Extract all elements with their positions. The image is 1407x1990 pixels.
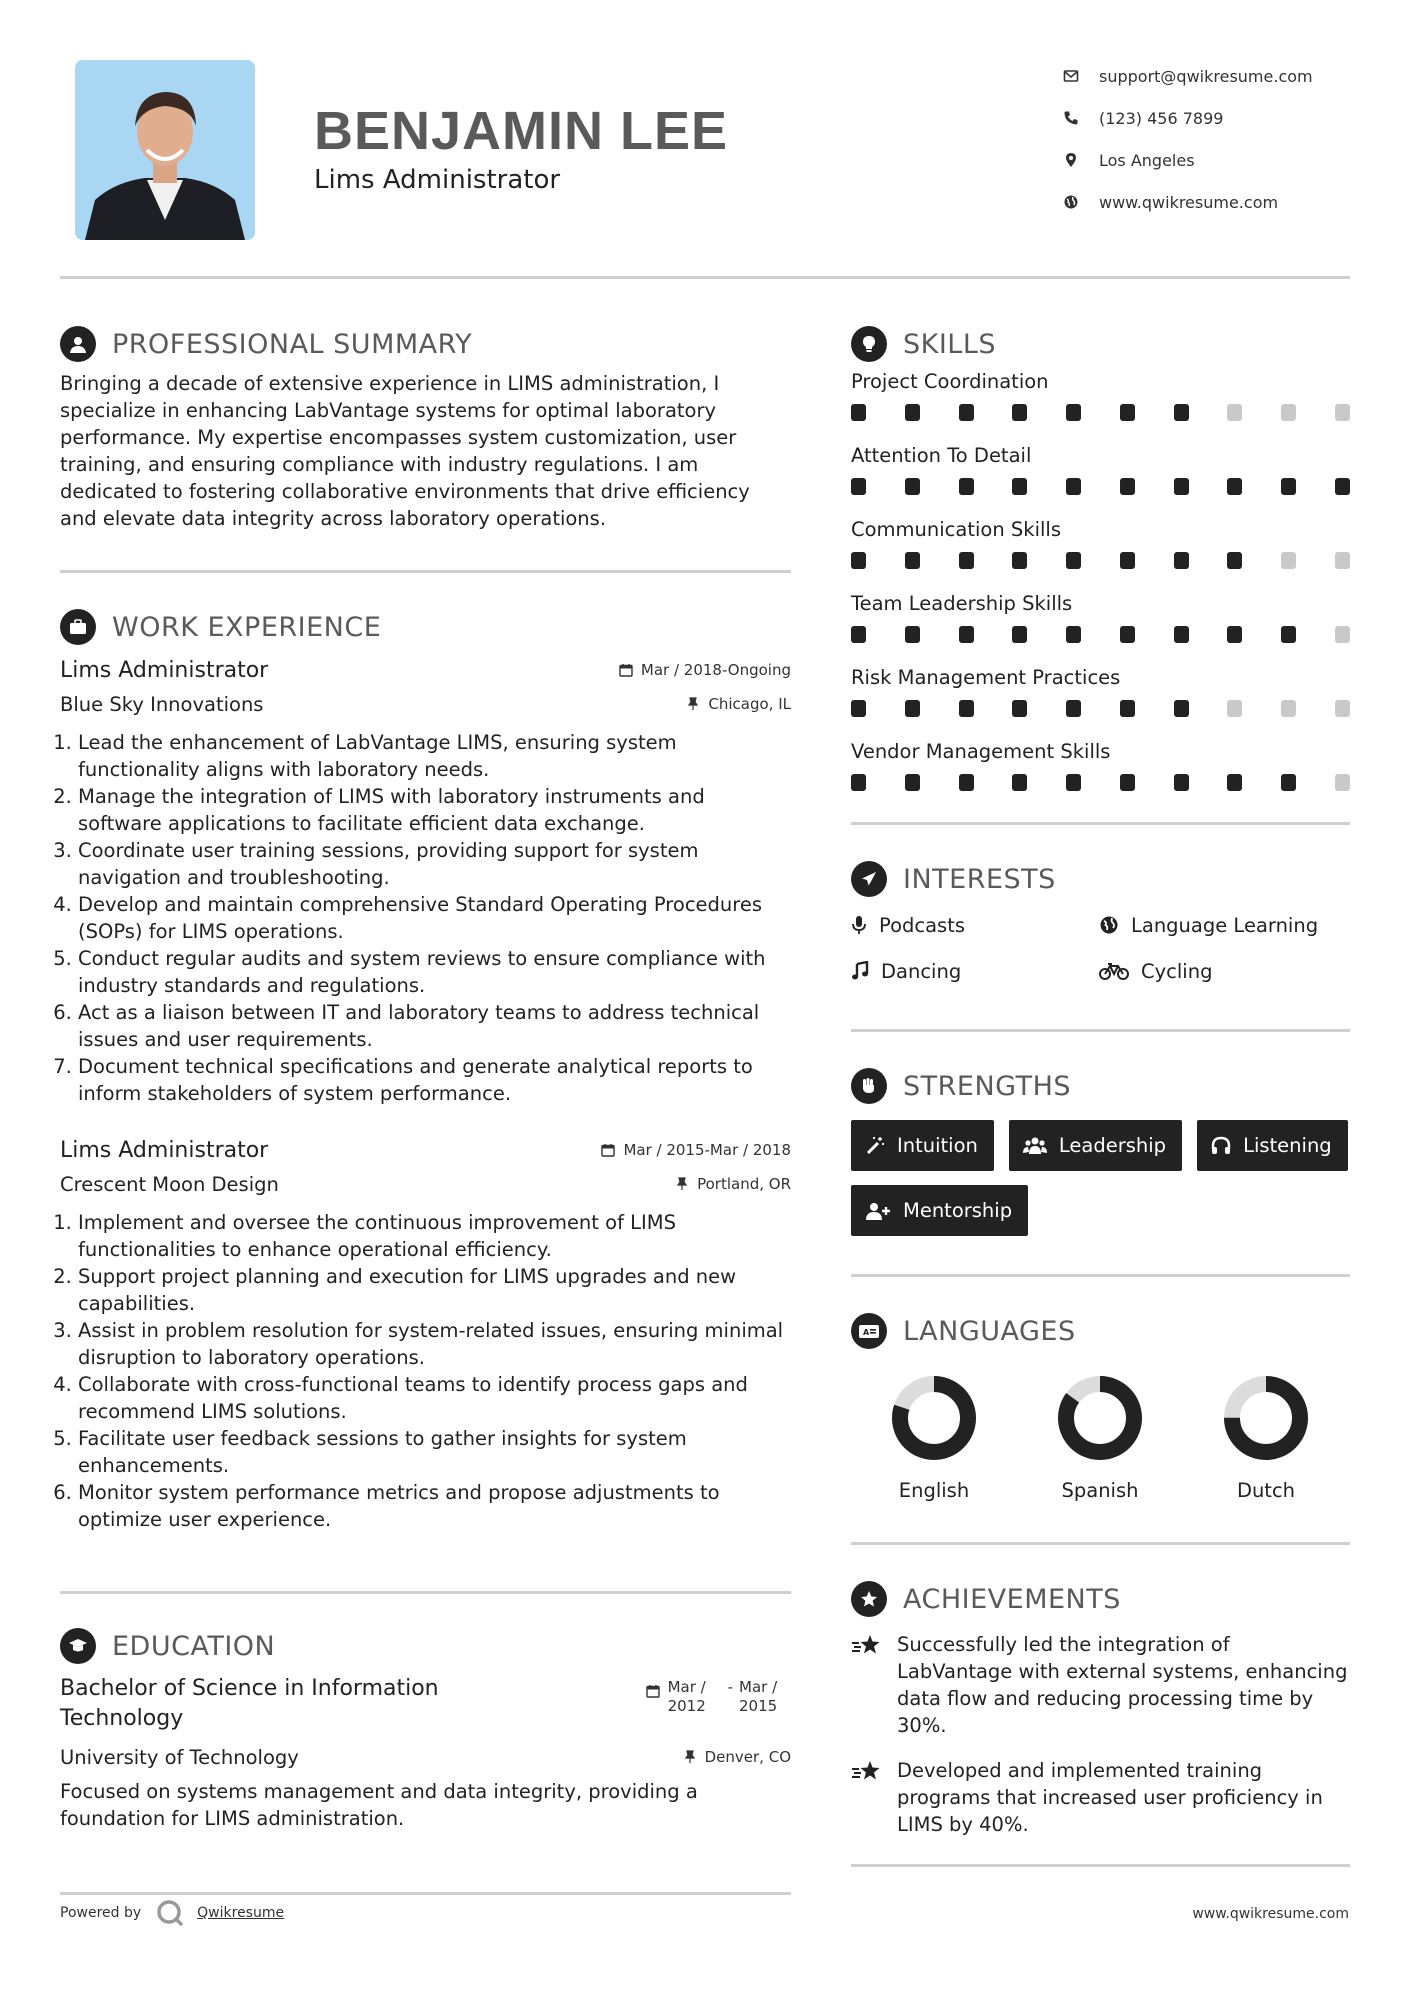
skill-item — [851, 444, 1350, 518]
section-divider — [851, 822, 1350, 825]
user-icon — [60, 326, 96, 362]
rating-dot-filled — [1120, 478, 1135, 495]
skill-name: Vendor Management Skills — [851, 740, 1111, 763]
users-icon — [1023, 1136, 1047, 1156]
school-location — [683, 1748, 791, 1766]
rating-dot-empty — [1227, 404, 1242, 421]
pushpin-icon — [675, 1177, 689, 1191]
svg-text:A: A — [863, 1328, 870, 1337]
rating-dot-filled — [1012, 774, 1027, 791]
skills-list — [851, 370, 1350, 814]
rating-dot-filled — [1281, 774, 1296, 791]
rating-dot-filled — [1120, 626, 1135, 643]
job-bullet: 1. Lead the enhancement of LabVantage LIMS, ensuring system functionality aligns with laboratory needs. — [78, 729, 791, 783]
job-bullet: 5. Conduct regular audits and system reviews to ensure compliance with industry standards and regulations. — [78, 945, 791, 999]
contact-website[interactable] — [1063, 181, 1313, 223]
language-ring — [891, 1375, 977, 1461]
job-company: Blue Sky Innovations — [60, 692, 264, 716]
job-date — [619, 661, 791, 679]
rating-dot-filled — [1012, 404, 1027, 421]
rating-dot-filled — [1012, 700, 1027, 717]
rating-dot-filled — [905, 478, 920, 495]
section-divider — [851, 1542, 1350, 1545]
strength-chip — [1009, 1120, 1182, 1171]
work-title: WORK EXPERIENCE — [112, 611, 382, 643]
skill-rating — [851, 398, 1350, 444]
skill-rating — [851, 546, 1350, 592]
skill-item — [851, 592, 1350, 666]
rating-dot-filled — [1174, 552, 1189, 569]
pushpin-icon — [686, 697, 700, 711]
rating-dot-filled — [1174, 700, 1189, 717]
contact-email[interactable] — [1063, 55, 1313, 97]
globe-icon — [1099, 915, 1119, 935]
skill-name: Risk Management Practices — [851, 666, 1121, 689]
rating-dot-filled — [851, 626, 866, 643]
education-dates — [646, 1678, 791, 1734]
job-bullet: 4. Develop and maintain comprehensive Standard Operating Procedures (SOPs) for LIMS operations. — [78, 891, 791, 945]
languages-heading — [851, 1307, 1350, 1355]
rating-dot-filled — [959, 552, 974, 569]
shooting-star-icon — [851, 1759, 883, 1785]
rating-dot-empty — [1281, 552, 1296, 569]
rating-dot-filled — [1066, 626, 1081, 643]
interest-item — [1099, 911, 1349, 939]
rating-dot-filled — [1174, 478, 1189, 495]
rating-dot-filled — [1281, 478, 1296, 495]
paper-plane-icon — [851, 861, 887, 897]
language-name: Spanish — [1061, 1479, 1139, 1502]
rating-dot-filled — [1012, 552, 1027, 569]
rating-dot-filled — [851, 404, 866, 421]
rating-dot-filled — [851, 774, 866, 791]
rating-dot-filled — [959, 700, 974, 717]
phone-text: (123) 456 7899 — [1099, 108, 1224, 128]
section-divider — [851, 1274, 1350, 1277]
rating-dot-filled — [1066, 404, 1081, 421]
skill-name: Attention To Detail — [851, 444, 1032, 467]
rating-dot-filled — [905, 700, 920, 717]
job-company: Crescent Moon Design — [60, 1172, 279, 1196]
achievements-list — [851, 1631, 1350, 1838]
job-location-text: Chicago, IL — [708, 695, 791, 713]
powered-by — [60, 1898, 284, 1928]
microphone-icon — [851, 915, 867, 935]
skill-rating — [851, 694, 1350, 740]
skill-item — [851, 740, 1350, 814]
rating-dot-filled — [1066, 700, 1081, 717]
calendar-icon — [646, 1684, 660, 1698]
rating-dot-filled — [905, 404, 920, 421]
rating-dot-filled — [1227, 626, 1242, 643]
rating-dot-filled — [959, 626, 974, 643]
job-date-text: Mar / 2018-Ongoing — [640, 661, 791, 679]
globe-icon — [1063, 194, 1079, 210]
skill-item — [851, 370, 1350, 444]
skill-rating — [851, 472, 1350, 518]
job-date-text: Mar / 2015-Mar / 2018 — [623, 1141, 791, 1159]
language-name: English — [898, 1479, 970, 1502]
work-heading — [60, 603, 791, 651]
calendar-icon — [601, 1143, 615, 1157]
job-date — [601, 1141, 791, 1159]
section-divider — [60, 570, 791, 573]
rating-dot-filled — [905, 552, 920, 569]
envelope-icon — [1063, 68, 1079, 84]
email-text: support@qwikresume.com — [1099, 66, 1313, 86]
job-bullets — [78, 1209, 791, 1533]
rating-dot-filled — [1227, 774, 1242, 791]
achievement-text: Successfully led the integration of LabVantage with external systems, enhancing data flow and reducing processing time by 30%. — [897, 1633, 1348, 1737]
job-bullets — [78, 729, 791, 1107]
language-ring — [1223, 1375, 1309, 1461]
lightbulb-icon — [851, 326, 887, 362]
headphones-icon — [1211, 1136, 1231, 1156]
rating-dot-filled — [905, 774, 920, 791]
job-location — [675, 1175, 791, 1193]
strengths-list — [851, 1110, 1350, 1236]
contact-location — [1063, 139, 1313, 181]
school-name: University of Technology — [60, 1745, 299, 1769]
powered-by-text: Powered by — [60, 1905, 142, 1921]
job-bullet: 7. Document technical specifications and generate analytical reports to inform stakeholders of system performance. — [78, 1053, 791, 1107]
rating-dot-filled — [1066, 478, 1081, 495]
summary-heading — [60, 320, 791, 368]
job-location-text: Portland, OR — [697, 1175, 791, 1193]
calendar-icon — [619, 663, 633, 677]
achievement-item — [851, 1631, 1350, 1739]
rating-dot-filled — [959, 404, 974, 421]
language-ring — [1057, 1375, 1143, 1461]
education-entry — [60, 1674, 791, 1734]
map-pin-icon — [1063, 152, 1079, 168]
profile-photo — [75, 60, 255, 240]
rating-dot-filled — [1227, 552, 1242, 569]
footer-website[interactable]: www.qwikresume.com — [1192, 1906, 1349, 1922]
rating-dot-empty — [1335, 774, 1350, 791]
skill-name: Communication Skills — [851, 518, 1061, 541]
rating-dot-filled — [1066, 552, 1081, 569]
rating-dot-filled — [1335, 478, 1350, 495]
graduation-cap-icon — [60, 1628, 96, 1664]
achievements-heading — [851, 1575, 1350, 1623]
rating-dot-filled — [851, 552, 866, 569]
rating-dot-filled — [959, 774, 974, 791]
strengths-title: STRENGTHS — [903, 1070, 1072, 1102]
interest-label: Podcasts — [879, 913, 966, 937]
achievements-title: ACHIEVEMENTS — [903, 1583, 1121, 1615]
interest-item — [851, 911, 1099, 939]
star-badge-icon — [851, 1581, 887, 1617]
job-bullet: 4. Collaborate with cross-functional teams to identify process gaps and recommend LIMS solutions. — [78, 1371, 791, 1425]
shooting-star-icon — [851, 1633, 883, 1659]
magic-wand-icon — [865, 1136, 885, 1156]
rating-dot-filled — [1012, 626, 1027, 643]
strength-label: Leadership — [1058, 1134, 1167, 1157]
website-text: www.qwikresume.com — [1099, 192, 1279, 212]
rating-dot-filled — [1120, 700, 1135, 717]
section-divider — [60, 1591, 791, 1594]
education-school-row — [60, 1740, 791, 1774]
candidate-name: BENJAMIN LEE — [314, 101, 729, 161]
rating-dot-filled — [1120, 404, 1135, 421]
rating-dot-filled — [1227, 478, 1242, 495]
skills-title: SKILLS — [903, 328, 997, 360]
skill-name: Team Leadership Skills — [851, 592, 1073, 615]
skill-item — [851, 666, 1350, 740]
interest-label: Dancing — [881, 959, 962, 983]
qwikresume-logo-icon — [155, 1898, 185, 1928]
phone-icon — [1063, 110, 1079, 126]
education-description: Focused on systems management and data integrity, providing a foundation for LIMS administration. — [60, 1780, 698, 1830]
rating-dot-filled — [1120, 774, 1135, 791]
summary-title: PROFESSIONAL SUMMARY — [112, 328, 473, 360]
pushpin-icon — [683, 1750, 697, 1764]
rating-dot-filled — [1066, 774, 1081, 791]
interests-heading — [851, 855, 1350, 903]
language-item — [851, 1375, 1017, 1502]
school-location-text: Denver, CO — [704, 1748, 791, 1766]
contact-block — [1063, 55, 1313, 223]
rating-dot-filled — [959, 478, 974, 495]
job-bullet: 3. Assist in problem resolution for system-related issues, ensuring minimal disruption to laboratory operations. — [78, 1317, 791, 1371]
skill-rating — [851, 620, 1350, 666]
rating-dot-empty — [1281, 700, 1296, 717]
rating-dot-filled — [1012, 478, 1027, 495]
education-heading — [60, 1622, 791, 1670]
music-note-icon — [851, 961, 869, 981]
interest-item — [851, 957, 1099, 985]
user-plus-icon — [865, 1201, 891, 1221]
location-text: Los Angeles — [1099, 150, 1195, 170]
strength-label: Intuition — [897, 1134, 978, 1157]
rating-dot-filled — [1174, 626, 1189, 643]
rating-dot-filled — [1281, 626, 1296, 643]
job-bullet: 6. Monitor system performance metrics and propose adjustments to optimize user experience. — [78, 1479, 791, 1533]
rating-dot-filled — [905, 626, 920, 643]
skill-item — [851, 518, 1350, 592]
contact-phone[interactable] — [1063, 97, 1313, 139]
section-divider — [851, 1029, 1350, 1032]
rating-dot-filled — [1174, 774, 1189, 791]
section-divider — [851, 1864, 1350, 1867]
rating-dot-filled — [1174, 404, 1189, 421]
interest-label: Language Learning — [1131, 913, 1319, 937]
language-item — [1017, 1375, 1183, 1502]
rating-dot-empty — [1335, 404, 1350, 421]
language-item — [1183, 1375, 1349, 1502]
strength-chip — [851, 1185, 1028, 1236]
languages-list — [851, 1355, 1350, 1502]
candidate-role: Lims Administrator — [314, 165, 561, 195]
date-separator: - — [727, 1678, 733, 1696]
interest-label: Cycling — [1141, 959, 1213, 983]
rating-dot-filled — [1120, 552, 1135, 569]
interests-title: INTERESTS — [903, 863, 1056, 895]
bicycle-icon — [1099, 962, 1129, 980]
achievement-text: Developed and implemented training programs that increased user proficiency in LIMS by 40%. — [897, 1759, 1323, 1836]
interest-item — [1099, 957, 1349, 985]
skill-name: Project Coordination — [851, 370, 1049, 393]
job-bullet: 5. Facilitate user feedback sessions to gather insights for system enhancements. — [78, 1425, 791, 1479]
summary-text: Bringing a decade of extensive experience in LIMS administration, I specialize in enhancing LabVantage systems for optimal laboratory performance. My expertise encompasses system customization, user training, and ensuring compliance with industry regulations. I am dedicated to fostering collaborative environments that drive efficiency and elevate data integrity across laboratory operations. — [60, 372, 750, 530]
interests-list — [851, 903, 1350, 985]
strength-chip — [1197, 1120, 1348, 1171]
education-date-start: Mar / 2012 — [667, 1678, 706, 1715]
rating-dot-empty — [1335, 700, 1350, 717]
right-column — [851, 320, 1350, 1867]
language-card-icon — [851, 1313, 887, 1349]
strength-label: Listening — [1243, 1134, 1332, 1157]
job-bullet: 2. Support project planning and execution for LIMS upgrades and new capabilities. — [78, 1263, 791, 1317]
rating-dot-empty — [1281, 404, 1296, 421]
job-title: Lims Administrator — [60, 657, 269, 683]
job-bullet: 6. Act as a liaison between IT and laboratory teams to address technical issues and user requirements. — [78, 999, 791, 1053]
education-title: EDUCATION — [112, 1630, 276, 1662]
job-bullet: 3. Coordinate user training sessions, providing support for system navigation and troubleshooting. — [78, 837, 791, 891]
strength-label: Mentorship — [903, 1199, 1013, 1222]
left-column — [60, 320, 791, 1832]
rating-dot-filled — [851, 478, 866, 495]
achievement-item — [851, 1757, 1350, 1838]
job-bullet: 2. Manage the integration of LIMS with laboratory instruments and software applications to facilitate efficient data exchange. — [78, 783, 791, 837]
footer-divider — [60, 1892, 791, 1895]
rating-dot-empty — [1335, 626, 1350, 643]
job-entry — [60, 1133, 791, 1533]
job-title: Lims Administrator — [60, 1137, 269, 1163]
skill-rating — [851, 768, 1350, 814]
qwikresume-link[interactable]: Qwikresume — [197, 1905, 285, 1921]
strengths-heading — [851, 1062, 1350, 1110]
fist-icon — [851, 1068, 887, 1104]
header-divider — [60, 276, 1350, 279]
skills-heading — [851, 320, 1350, 368]
strength-chip — [851, 1120, 994, 1171]
job-entry — [60, 653, 791, 1107]
languages-title: LANGUAGES — [903, 1315, 1076, 1347]
degree-title: Bachelor of Science in Information Technology — [60, 1676, 439, 1731]
rating-dot-empty — [1335, 552, 1350, 569]
job-bullet: 1. Implement and oversee the continuous improvement of LIMS functionalities to enhance operational efficiency. — [78, 1209, 791, 1263]
education-date-end: Mar / 2015 — [739, 1678, 778, 1715]
job-location — [686, 695, 791, 713]
rating-dot-filled — [851, 700, 866, 717]
rating-dot-empty — [1227, 700, 1242, 717]
language-name: Dutch — [1236, 1479, 1296, 1502]
briefcase-icon — [60, 609, 96, 645]
